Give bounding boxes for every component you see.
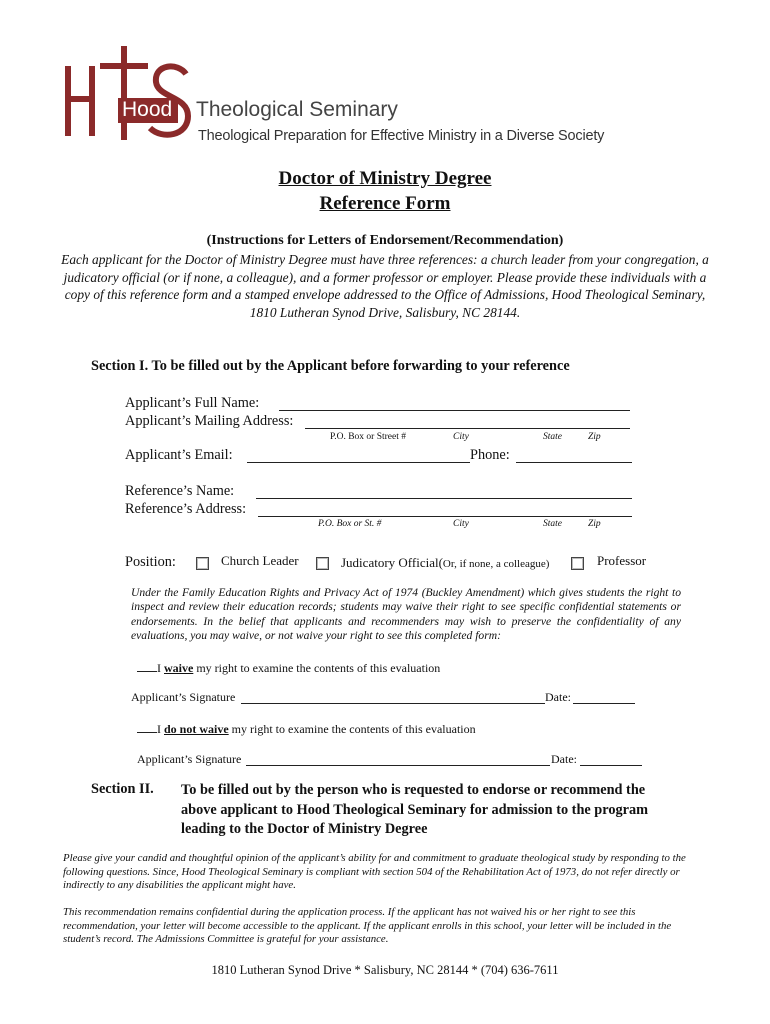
signature-field-2[interactable]	[246, 765, 550, 766]
hts-monogram-icon	[58, 44, 208, 144]
reference-name-label: Reference’s Name:	[125, 483, 235, 499]
signature-field-1[interactable]	[241, 703, 545, 704]
footer-address: 1810 Lutheran Synod Drive * Salisbury, NC 28144 * (704) 636-7611	[211, 963, 559, 977]
applicant-email-field[interactable]	[247, 462, 470, 463]
reference-address-field[interactable]	[258, 516, 632, 517]
ref-sub-street: P.O. Box or St. #	[318, 519, 382, 529]
logo-tagline: Theological Preparation for Effective Ministry in a Diverse Society	[198, 128, 605, 144]
phone-field[interactable]	[516, 462, 632, 463]
not-waive-option	[137, 722, 476, 737]
applicant-name-label: Applicant’s Full Name:	[125, 395, 260, 411]
phone-label: Phone:	[470, 447, 510, 463]
church-leader-label: Church Leader	[221, 553, 299, 568]
waive-emphasis: waive	[164, 661, 194, 675]
section2-label: Section II.	[91, 781, 154, 797]
sub-state: State	[543, 432, 562, 442]
instructions-body: Each applicant for the Doctor of Ministry Degree must have three references: a church leader from your congregation, a judicatory official (or if none, a colleague), and a former professor or employer. Please provide these individuals with a copy of this reference form and a stamped envelope addressed to the Office of Admissions, Hood Theological Seminary, 1810 Lutheran Synod Drive, Salisbury, NC 28144.	[61, 252, 709, 320]
waive-option	[137, 661, 440, 676]
date-field-2[interactable]	[580, 765, 642, 766]
form-subtitle: Reference Form	[319, 193, 451, 214]
signature-label-2: Applicant’s Signature	[137, 752, 242, 766]
confidentiality-notice: This recommendation remains confidential during the application process. If the applicant has not waived his or her right to see this recommendation, your letter will become accessible to the applicant. If the applicant enrolls in this school, your letter will be included in the student’s record. The Admissions Committee is grateful for your assistance.	[63, 906, 672, 946]
applicant-address-field[interactable]	[305, 428, 630, 429]
professor-label: Professor	[597, 553, 647, 568]
reference-address-label: Reference’s Address:	[125, 501, 247, 517]
date-label-2: Date:	[551, 752, 577, 766]
form-title: Doctor of Ministry Degree	[278, 168, 492, 189]
applicant-email-label: Applicant’s Email:	[125, 447, 233, 463]
judicatory-note: Or, if none, a colleague)	[442, 558, 550, 570]
not-waive-initial-field[interactable]	[137, 732, 157, 733]
church-leader-checkbox[interactable]	[196, 557, 209, 570]
judicatory-label	[341, 555, 549, 571]
reference-name-field[interactable]	[256, 498, 632, 499]
sub-street: P.O. Box or Street #	[330, 432, 406, 442]
sub-zip: Zip	[588, 432, 601, 442]
not-waive-prefix: I	[157, 722, 164, 736]
sub-city: City	[453, 432, 469, 442]
logo-hood-label: Hood	[118, 98, 178, 123]
waive-rest: my right to examine the contents of this evaluation	[193, 661, 441, 675]
ref-sub-state: State	[543, 519, 562, 529]
logo-name-label: Theological Seminary	[196, 98, 398, 121]
not-waive-rest: my right to examine the contents of this evaluation	[228, 722, 476, 736]
ferpa-notice: Under the Family Education Rights and Privacy Act of 1974 (Buckley Amendment) which gives students the right to inspect and review their education records; students may waive their right to see specific confidential statements or endorsements. In the belief that applicants and recommenders may wish to preserve the confidentiality of any evaluations, you may waive, or not waive your right to see this completed form:	[131, 586, 681, 642]
date-field-1[interactable]	[573, 703, 635, 704]
waive-prefix: I	[157, 661, 164, 675]
judicatory-text: Judicatory Official(	[341, 555, 443, 570]
not-waive-emphasis: do not waive	[164, 722, 229, 736]
date-label-1: Date:	[545, 690, 571, 704]
signature-label-1: Applicant’s Signature	[131, 690, 236, 704]
section2-instructions: Please give your candid and thoughtful opinion of the applicant’s ability for and commitment to graduate theological study by responding to the following questions. Since, Hood Theological Seminary is compliant with section 504 of the Rehabilitation Act of 1973, do not refer directly or indirectly to any disabilities the applicant might have.	[63, 852, 686, 892]
section1-heading: Section I. To be filled out by the Applicant before forwarding to your reference	[91, 358, 570, 374]
judicatory-checkbox[interactable]	[316, 557, 329, 570]
professor-checkbox[interactable]	[571, 557, 584, 570]
ref-sub-zip: Zip	[588, 519, 601, 529]
section2-heading: To be filled out by the person who is requested to endorse or recommend the above applicant to Hood Theological Seminary for admission to the program leading to the Doctor of Ministry Degree	[181, 782, 649, 837]
waive-initial-field[interactable]	[137, 671, 157, 672]
ref-sub-city: City	[453, 519, 469, 529]
applicant-address-label: Applicant’s Mailing Address:	[125, 413, 294, 429]
position-label: Position:	[125, 554, 176, 570]
seminary-logo	[58, 44, 618, 154]
instructions-heading: (Instructions for Letters of Endorsement/Recommendation)	[206, 233, 564, 248]
applicant-name-field[interactable]	[279, 410, 630, 411]
